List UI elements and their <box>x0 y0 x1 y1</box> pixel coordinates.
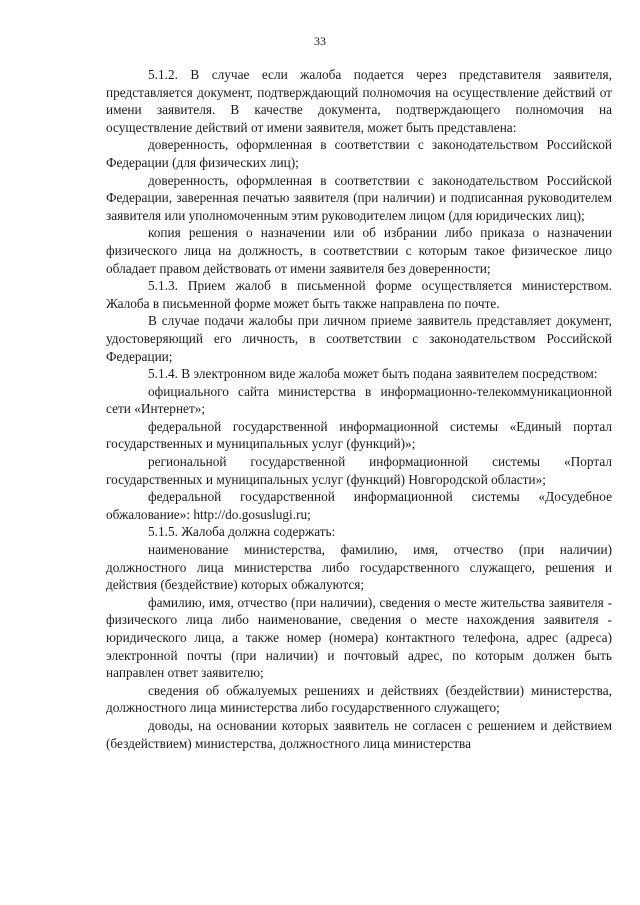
paragraph-5-1-5: 5.1.5. Жалоба должна содержать: <box>148 524 336 540</box>
paragraph-5-1-3: 5.1.3. Прием жалоб в письменной форме осуществляется министерством. Жалоба в письменной форме может быть также направлена по почте. <box>106 278 612 311</box>
list-item-federal-portal: федеральной государственной информационной системы «Единый портал государственных и муниципальных услуг (функций)»; <box>106 418 612 452</box>
document-body <box>106 66 612 752</box>
paragraph-5-1-2: 5.1.2. В случае если жалоба подается через представителя заявителя, представляется документ, подтверждающий полномочия на осуществление действий от имени заявителя. В качестве документа, подтверждающего полномочия на осуществление действий от имени заявителя, может быть представлена: <box>106 67 612 135</box>
list-item-arguments: доводы, на основании которых заявитель не согласен с решением и действием (бездействием) министерства, должностного лица министерства <box>106 717 612 751</box>
paragraph-personal-reception: В случае подачи жалобы при личном приеме заявитель представляет документ, удостоверяющий его личность, в соответствии с законодательством Российской Федерации; <box>106 313 612 364</box>
page-number: 33 <box>314 34 326 48</box>
list-item-appealed-decisions: сведения об обжалуемых решениях и действиях (бездействии) министерства, должностного лица министерства либо государственного служащего; <box>106 682 612 716</box>
paragraph-5-1-4: 5.1.4. В электронном виде жалоба может быть подана заявителем посредством: <box>148 366 598 382</box>
list-item-ministry-name: наименование министерства, фамилию, имя, отчество (при наличии) должностного лица министерства либо государственного служащего, решения и действия (бездействие) которых обжалуются; <box>106 542 612 593</box>
paragraph-power-of-attorney-legal-entities: доверенность, оформленная в соответствии с законодательством Российской Федерации, заверенная печатью заявителя (при наличии) и подписанная руководителем заявителя или уполномоченным этим руководителем лицом (для юридических лиц); <box>106 172 612 223</box>
list-item-pretrial-appeal-system: федеральной государственной информационной системы «Досудебное обжалование»: http://do.gosuslugi.ru; <box>106 489 612 522</box>
list-item-applicant-details: фамилию, имя, отчество (при наличии), сведения о месте жительства заявителя - физического лица либо наименование, сведения о месте нахождения заявителя - юридического лица, а также номер (номера) контактного телефона, адрес (адреса) электронной почты (при наличии) и почтовый адрес, по которым должен быть направлен ответ заявителю; <box>106 594 612 681</box>
paragraph-power-of-attorney-individuals: доверенность, оформленная в соответствии с законодательством Российской Федерации (для физических лиц); <box>106 137 612 170</box>
paragraph-appointment-decision: копия решения о назначении или об избрании либо приказа о назначении физического лица на должность, в соответствии с которым такое физическое лицо обладает правом действовать от имени заявителя без доверенности; <box>106 225 612 276</box>
list-item-official-site: официального сайта министерства в информационно-телекоммуникационной сети «Интернет»; <box>106 383 612 417</box>
list-item-regional-portal: региональной государственной информационной системы «Портал государственных и муниципальных услуг (функций) Новгородской области»; <box>106 454 612 487</box>
